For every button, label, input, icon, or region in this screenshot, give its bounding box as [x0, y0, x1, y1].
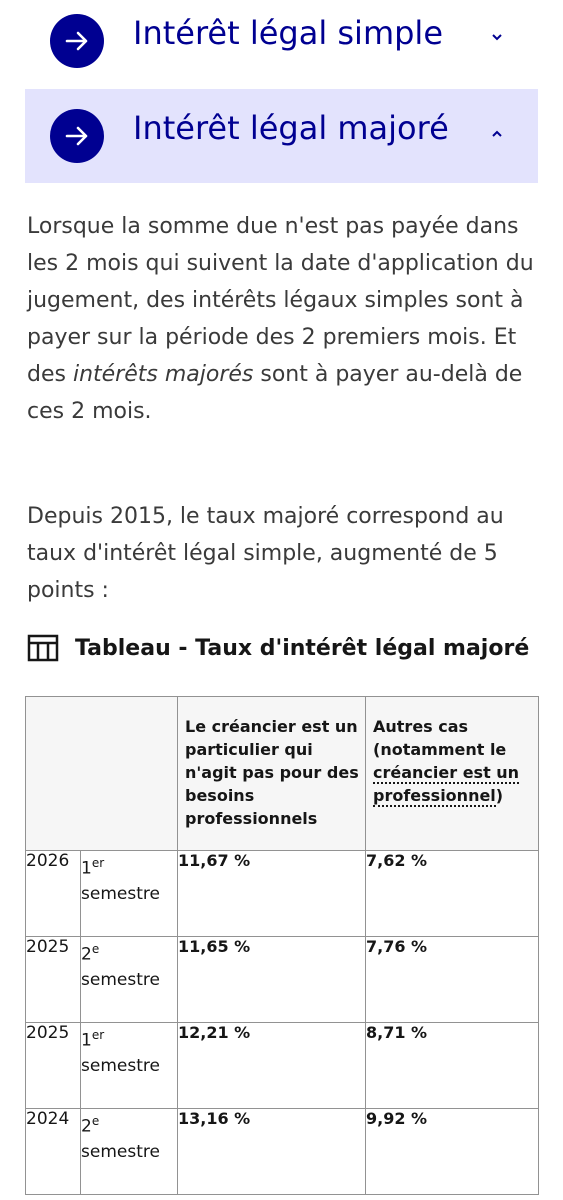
- cell-semester: [81, 1109, 178, 1195]
- cell-rate-autres: 8,71 %: [366, 1023, 539, 1109]
- semester-ordinal: 2: [81, 944, 92, 965]
- header-particulier: Le créancier est un particulier qui n'agit pas pour des besoins professionnels: [178, 697, 366, 851]
- accordion-title: Intérêt légal simple: [133, 14, 443, 52]
- header-text: Autres cas (notamment le: [373, 717, 507, 759]
- arrow-right-icon: [50, 109, 104, 163]
- semester-suffix: er: [91, 856, 105, 870]
- semester-label: semestre: [81, 1141, 160, 1162]
- chevron-up-icon: [490, 127, 504, 141]
- cell-semester: [81, 851, 178, 937]
- header-blank-cell: [26, 697, 178, 851]
- arrow-right-icon: [50, 14, 104, 68]
- table-title: Tableau - Taux d'intérêt légal majoré: [75, 635, 530, 661]
- table-row: [26, 851, 539, 937]
- cell-rate-autres: 9,92 %: [366, 1109, 539, 1195]
- cell-rate-particulier: 11,65 %: [178, 937, 366, 1023]
- cell-year: 2025: [26, 1023, 81, 1109]
- accordion-header-interet-majore[interactable]: [25, 89, 538, 183]
- cell-rate-autres: 7,62 %: [366, 851, 539, 937]
- paragraph-rate-rule: Depuis 2015, le taux majoré correspond au taux d'intérêt légal simple, augmenté de 5 points :: [27, 504, 504, 603]
- paragraph-text: sont à payer au-delà de ces 2 mois.: [27, 362, 523, 424]
- paragraph-emphasis: intérêts majorés: [72, 362, 254, 387]
- header-text: ): [495, 786, 504, 805]
- rates-table: [25, 696, 539, 1195]
- cell-year: 2024: [26, 1109, 81, 1195]
- semester-ordinal: 2: [81, 1116, 92, 1137]
- table-header-row: [26, 697, 539, 851]
- table-row: [26, 937, 539, 1023]
- semester-label: semestre: [81, 1055, 160, 1076]
- semester-suffix: e: [91, 1114, 100, 1128]
- cell-rate-particulier: 11,67 %: [178, 851, 366, 937]
- paragraph-explanation: [27, 208, 542, 430]
- semester-suffix: e: [91, 942, 100, 956]
- semester-ordinal: 1: [81, 1030, 92, 1051]
- definition-link[interactable]: créancier est un professionnel: [373, 763, 520, 805]
- cell-year: 2026: [26, 851, 81, 937]
- cell-rate-particulier: 12,21 %: [178, 1023, 366, 1109]
- chevron-down-icon: [490, 30, 504, 44]
- table-row: [26, 1109, 539, 1195]
- table-icon: [27, 634, 59, 662]
- semester-label: semestre: [81, 883, 160, 904]
- table-caption: [27, 634, 529, 662]
- cell-semester: [81, 1023, 178, 1109]
- cell-rate-autres: 7,76 %: [366, 937, 539, 1023]
- header-autres-cas: [366, 697, 539, 851]
- semester-label: semestre: [81, 969, 160, 990]
- cell-year: 2025: [26, 937, 81, 1023]
- semester-suffix: er: [91, 1028, 105, 1042]
- cell-rate-particulier: 13,16 %: [178, 1109, 366, 1195]
- accordion-header-interet-simple[interactable]: [25, 0, 538, 76]
- semester-ordinal: 1: [81, 858, 92, 879]
- cell-semester: [81, 937, 178, 1023]
- table-row: [26, 1023, 539, 1109]
- accordion-title: Intérêt légal majoré: [133, 109, 449, 147]
- paragraph-text: Lorsque la somme due n'est pas payée dans les 2 mois qui suivent la date d'application du jugement, des intérêts légaux simples sont à payer sur la période des 2 premiers mois. Et des: [27, 214, 534, 387]
